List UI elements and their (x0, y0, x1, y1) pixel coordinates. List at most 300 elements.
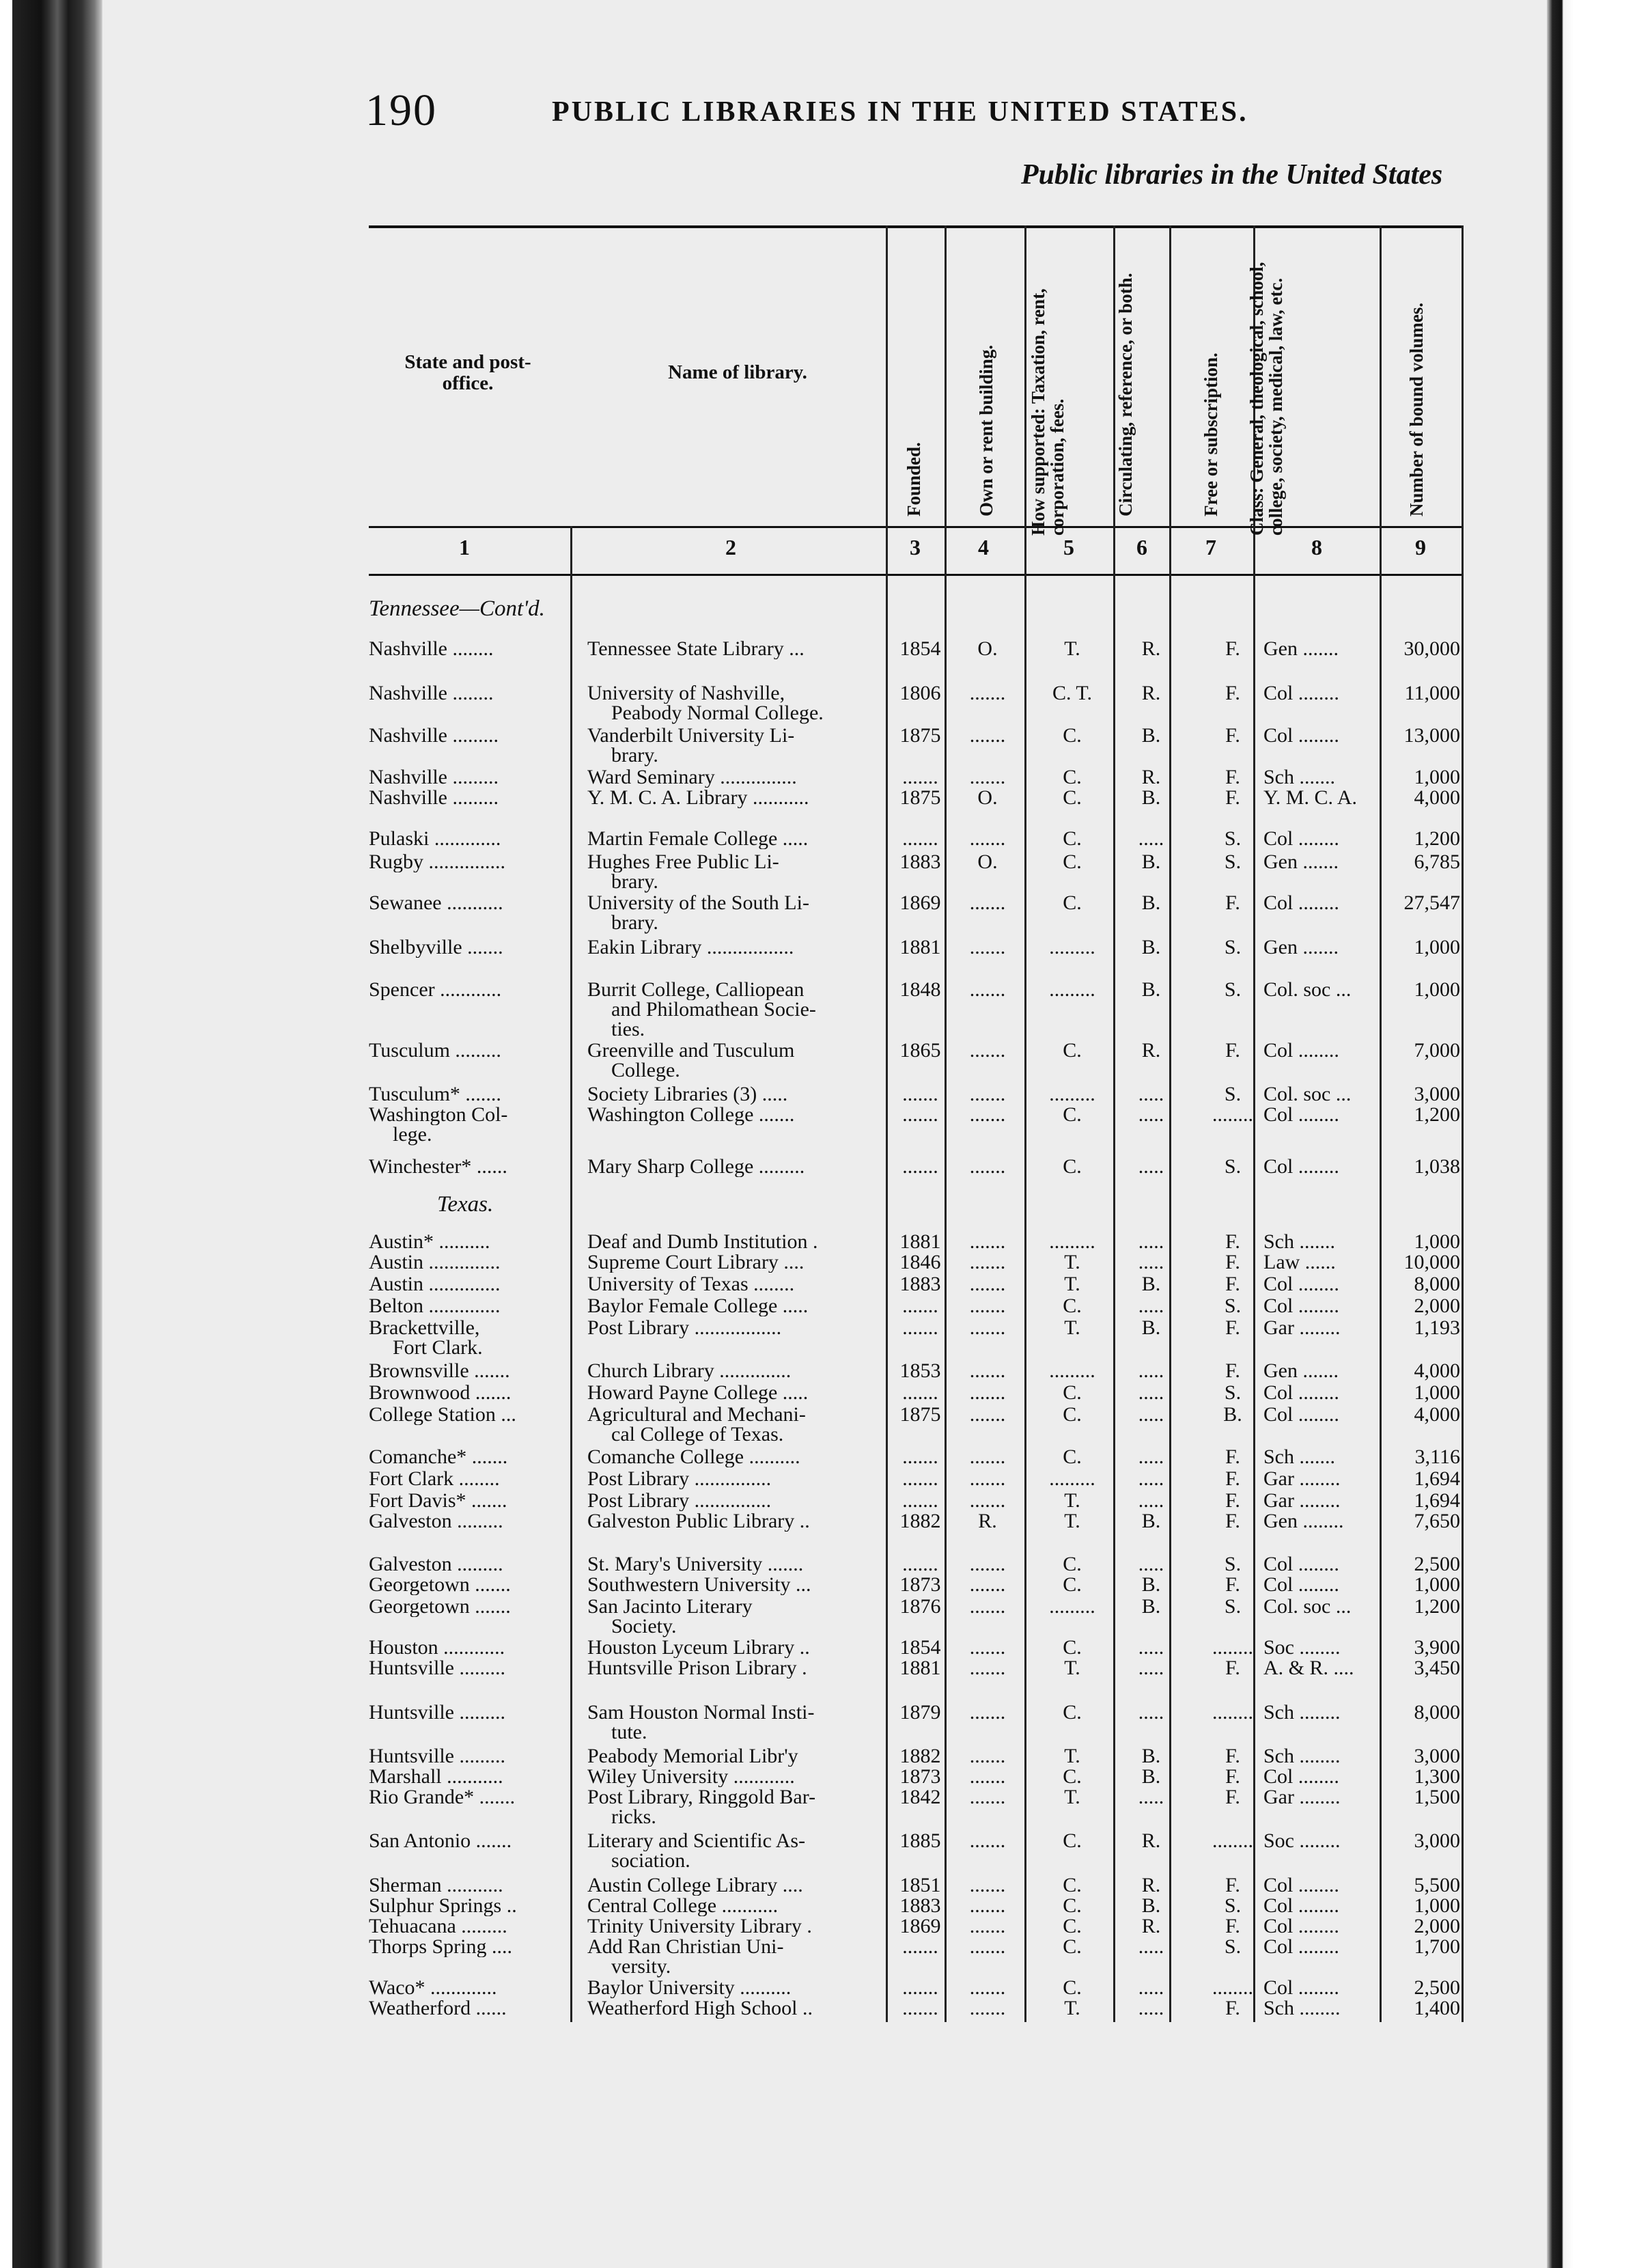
table-row (0, 1361, 1547, 1381)
row-office: San Antonio ....... (369, 1831, 512, 1851)
row-own-rent: ....... (969, 1295, 1006, 1317)
row-own-rent: ....... (969, 1874, 1006, 1896)
row-library-name-continued: and Philomathean Socie- (611, 998, 816, 1021)
row-own-rent: ....... (969, 1997, 1006, 2019)
column-heading-name: Name of library. (668, 361, 807, 383)
row-support: ......... (1049, 1230, 1095, 1253)
row-class: Gen ....... (1263, 637, 1339, 660)
row-office: Nashville ......... (369, 788, 499, 808)
row-library-name: Vanderbilt University Li- (587, 725, 795, 746)
row-own-rent: ....... (969, 1657, 1006, 1679)
row-circulating: B. (1141, 1745, 1161, 1767)
row-class: Sch ........ (1263, 1701, 1341, 1724)
row-office: Pulaski ............. (369, 829, 501, 849)
row-free-subscription: ........ (1212, 1829, 1253, 1852)
row-founded: ....... (902, 1381, 938, 1404)
row-circulating: B. (1141, 786, 1161, 809)
column-heading-support: How supported: Taxation, rent, corporation, fees. (1028, 288, 1067, 536)
row-support: T. (1064, 1316, 1080, 1339)
table-row (0, 1554, 1547, 1575)
row-free-subscription: S. (1224, 978, 1242, 1001)
column-number: 3 (910, 535, 921, 559)
row-own-rent: O. (977, 786, 998, 809)
page-number: 190 (365, 85, 437, 135)
row-own-rent: ....... (969, 1829, 1006, 1852)
row-own-rent: ....... (969, 1316, 1006, 1339)
row-class: Col. soc ... (1263, 1595, 1352, 1618)
row-own-rent: ....... (969, 1894, 1006, 1917)
row-class: Sch ....... (1263, 766, 1335, 788)
table-row (0, 980, 1547, 1000)
row-class: A. & R. .... (1263, 1657, 1354, 1679)
row-founded: 1875 (899, 786, 941, 809)
row-own-rent: ....... (969, 1403, 1006, 1426)
row-library-name: Tennessee State Library ... (587, 639, 805, 659)
row-circulating: R. (1141, 1915, 1161, 1937)
column-number: 2 (725, 535, 736, 559)
row-volumes: 1,000 (1414, 1894, 1460, 1917)
row-circulating: ..... (1138, 1935, 1164, 1958)
row-library-name: Post Library, Ringgold Bar- (587, 1787, 816, 1808)
row-circulating: R. (1141, 1874, 1161, 1896)
column-heading-free: Free or subscription. (1201, 352, 1221, 516)
row-own-rent: ....... (969, 1701, 1006, 1724)
running-title: PUBLIC LIBRARIES IN THE UNITED STATES. (552, 96, 1248, 128)
row-library-name: Eakin Library ................. (587, 937, 794, 958)
row-volumes: 4,000 (1414, 1359, 1460, 1382)
row-free-subscription: F. (1225, 1446, 1240, 1468)
table-top-rule (369, 225, 1462, 228)
row-library-name: Weatherford High School .. (587, 1998, 813, 2019)
table-row (0, 1575, 1547, 1595)
row-founded: 1882 (899, 1510, 941, 1532)
row-free-subscription: F. (1225, 1657, 1240, 1679)
row-own-rent: ....... (969, 978, 1006, 1001)
column-heading-circulating: Circulating, reference, or both. (1115, 273, 1136, 516)
row-library-name: San Jacinto Literary (587, 1596, 753, 1617)
row-volumes: 1,500 (1414, 1786, 1460, 1808)
row-founded: 1875 (899, 1403, 941, 1426)
row-founded: 1854 (899, 1636, 941, 1659)
table-row (0, 1658, 1547, 1678)
row-office: Nashville ........ (369, 683, 494, 704)
row-office: Sulphur Springs .. (369, 1896, 517, 1916)
row-library-name: Baylor University .......... (587, 1978, 792, 1998)
row-circulating: B. (1141, 1595, 1161, 1618)
row-office: Marshall ........... (369, 1767, 503, 1787)
table-row (0, 1105, 1547, 1125)
row-volumes: 1,038 (1414, 1155, 1460, 1178)
row-volumes: 3,450 (1414, 1657, 1460, 1679)
row-circulating: ..... (1138, 1786, 1164, 1808)
row-library-name-continued: College. (611, 1059, 680, 1081)
row-library-name: Austin College Library .... (587, 1875, 803, 1896)
row-support: C. (1063, 1381, 1082, 1404)
row-library-name: Ward Seminary ............... (587, 767, 797, 788)
row-founded: ....... (902, 1935, 938, 1958)
row-circulating: ..... (1138, 1446, 1164, 1468)
row-free-subscription: F. (1225, 1765, 1240, 1788)
row-class: Col ........ (1263, 1976, 1339, 1999)
row-own-rent: ....... (969, 1595, 1006, 1618)
row-library-name: University of the South Li- (587, 893, 809, 913)
header-bottom-rule (369, 526, 1462, 528)
table-row (0, 1232, 1547, 1252)
row-own-rent: ....... (969, 1915, 1006, 1937)
row-library-name: Deaf and Dumb Institution . (587, 1232, 818, 1252)
row-library-name-continued: cal College of Texas. (611, 1423, 784, 1446)
row-library-name: Sam Houston Normal Insti- (587, 1702, 815, 1723)
row-volumes: 1,700 (1414, 1935, 1460, 1958)
row-class: Soc ........ (1263, 1829, 1341, 1852)
row-circulating: ..... (1138, 1403, 1164, 1426)
row-founded: ....... (902, 1446, 938, 1468)
row-support: C. (1063, 1295, 1082, 1317)
row-founded: 1885 (899, 1829, 941, 1852)
row-circulating: R. (1141, 1039, 1161, 1062)
row-office: Waco* ............. (369, 1978, 497, 1998)
row-volumes: 1,694 (1414, 1489, 1460, 1512)
row-own-rent: ....... (969, 1273, 1006, 1295)
row-free-subscription: S. (1224, 1553, 1242, 1575)
row-volumes: 1,400 (1414, 1997, 1460, 2019)
row-founded: ....... (902, 1467, 938, 1490)
table-row (0, 937, 1547, 958)
row-support: T. (1064, 1997, 1080, 2019)
table-row (0, 1746, 1547, 1767)
table-row (0, 1511, 1547, 1532)
row-office-continued: lege. (393, 1123, 432, 1146)
row-library-name-continued: Society. (611, 1615, 677, 1637)
row-class: Col ........ (1263, 1553, 1339, 1575)
row-class: Sch ........ (1263, 1745, 1341, 1767)
row-office-continued: Fort Clark. (393, 1336, 483, 1359)
row-support: T. (1064, 1786, 1080, 1808)
column-heading-own-rent: Own or rent building. (976, 344, 996, 516)
row-office: Shelbyville ....... (369, 937, 503, 958)
row-circulating: R. (1141, 766, 1161, 788)
row-own-rent: ....... (969, 1935, 1006, 1958)
row-circulating: B. (1141, 1316, 1161, 1339)
row-founded: 1846 (899, 1251, 941, 1273)
row-library-name: Church Library .............. (587, 1361, 792, 1381)
row-free-subscription: F. (1225, 1039, 1240, 1062)
row-circulating: ..... (1138, 1636, 1164, 1659)
row-library-name-continued: ricks. (611, 1806, 656, 1828)
row-library-name: Post Library ............... (587, 1469, 772, 1489)
row-class: Col ........ (1263, 1295, 1339, 1317)
row-founded: ....... (902, 1997, 938, 2019)
row-own-rent: ....... (969, 1573, 1006, 1596)
row-own-rent: ....... (969, 1786, 1006, 1808)
row-volumes: 30,000 (1403, 637, 1460, 660)
table-row (0, 1447, 1547, 1467)
row-class: Gar ........ (1263, 1489, 1341, 1512)
table-row (0, 852, 1547, 872)
row-support: C. (1063, 1553, 1082, 1575)
row-volumes: 3,116 (1414, 1446, 1460, 1468)
row-class: Sch ....... (1263, 1230, 1335, 1253)
row-office: Nashville ......... (369, 767, 499, 788)
row-support: C. (1063, 1829, 1082, 1852)
row-free-subscription: ........ (1212, 1103, 1253, 1126)
row-library-name: Comanche College .......... (587, 1447, 800, 1467)
row-support: ......... (1049, 936, 1095, 958)
row-free-subscription: S. (1224, 1295, 1242, 1317)
table-row (0, 1702, 1547, 1723)
row-class: Col ........ (1263, 1155, 1339, 1178)
row-volumes: 1,000 (1414, 936, 1460, 958)
row-office: Sewanee ........... (369, 893, 503, 913)
row-office: Nashville ........ (369, 639, 494, 659)
row-support: C. (1063, 1874, 1082, 1896)
row-own-rent: ....... (969, 1230, 1006, 1253)
number-row-rule (369, 574, 1462, 576)
row-office: Rugby ............... (369, 852, 506, 872)
row-support: T. (1064, 1657, 1080, 1679)
row-support: C. (1063, 1403, 1082, 1426)
row-free-subscription: F. (1225, 724, 1240, 747)
column-number: 6 (1136, 535, 1147, 559)
row-volumes: 6,785 (1414, 850, 1460, 873)
row-founded: ....... (902, 1083, 938, 1105)
row-circulating: B. (1141, 1573, 1161, 1596)
row-class: Gar ........ (1263, 1786, 1341, 1808)
row-circulating: R. (1141, 637, 1161, 660)
table-row (0, 1978, 1547, 1998)
row-circulating: B. (1141, 850, 1161, 873)
row-founded: 1854 (899, 637, 941, 660)
row-founded: 1869 (899, 1915, 941, 1937)
row-library-name-continued: versity. (611, 1955, 671, 1978)
row-class: Col ........ (1263, 1765, 1339, 1788)
row-free-subscription: S. (1224, 850, 1242, 873)
row-circulating: ..... (1138, 1103, 1164, 1126)
row-own-rent: ....... (969, 1467, 1006, 1490)
row-circulating: ..... (1138, 1155, 1164, 1178)
row-library-name-continued: ties. (611, 1018, 645, 1040)
row-free-subscription: F. (1225, 1467, 1240, 1490)
row-volumes: 11,000 (1404, 682, 1460, 704)
row-class: Col ........ (1263, 1273, 1339, 1295)
row-office: Austin .............. (369, 1252, 501, 1273)
row-support: C. (1063, 766, 1082, 788)
row-circulating: B. (1141, 936, 1161, 958)
row-own-rent: ....... (969, 766, 1006, 788)
table-row (0, 1318, 1547, 1338)
row-library-name: Martin Female College ..... (587, 829, 809, 849)
row-library-name: Wiley University ............ (587, 1767, 795, 1787)
row-volumes: 2,000 (1414, 1295, 1460, 1317)
row-founded: 1883 (899, 850, 941, 873)
row-library-name: Agricultural and Mechani- (587, 1405, 806, 1425)
row-free-subscription: S. (1224, 1894, 1242, 1917)
row-volumes: 1,193 (1414, 1316, 1460, 1339)
row-library-name-continued: brary. (611, 870, 658, 893)
row-class: Law ...... (1263, 1251, 1336, 1273)
table-row (0, 1998, 1547, 2019)
row-library-name: Baylor Female College ..... (587, 1296, 809, 1316)
row-class: Soc ........ (1263, 1636, 1341, 1659)
row-class: Sch ....... (1263, 1446, 1335, 1468)
row-library-name-continued: Peabody Normal College. (611, 702, 824, 724)
row-support: T. (1064, 1251, 1080, 1273)
row-library-name: University of Texas ........ (587, 1274, 795, 1295)
row-circulating: B. (1141, 891, 1161, 914)
row-founded: ....... (902, 1155, 938, 1178)
row-library-name: Southwestern University ... (587, 1575, 811, 1595)
row-free-subscription: ........ (1212, 1976, 1253, 1999)
row-library-name: Galveston Public Library .. (587, 1511, 810, 1532)
row-founded: 1883 (899, 1273, 941, 1295)
row-free-subscription: F. (1225, 1510, 1240, 1532)
row-office: Brownsville ....... (369, 1361, 510, 1381)
row-volumes: 8,000 (1414, 1273, 1460, 1295)
row-founded: 1842 (899, 1786, 941, 1808)
table-row (0, 1469, 1547, 1489)
row-free-subscription: ........ (1212, 1701, 1253, 1724)
row-support: C. (1063, 850, 1082, 873)
table-row (0, 1831, 1547, 1851)
row-office: Georgetown ....... (369, 1596, 511, 1617)
row-own-rent: ....... (969, 682, 1006, 704)
row-office: Spencer ............ (369, 980, 502, 1000)
table-row (0, 829, 1547, 849)
row-support: C. (1063, 827, 1082, 850)
row-free-subscription: F. (1225, 1359, 1240, 1382)
row-library-name: Supreme Court Library .... (587, 1252, 805, 1273)
row-founded: 1865 (899, 1039, 941, 1062)
row-library-name: Huntsville Prison Library . (587, 1658, 807, 1678)
row-circulating: ..... (1138, 1467, 1164, 1490)
row-volumes: 1,000 (1414, 1573, 1460, 1596)
row-circulating: ..... (1138, 1359, 1164, 1382)
row-office: Tusculum* ....... (369, 1084, 501, 1105)
column-number: 9 (1415, 535, 1426, 559)
row-volumes: 1,000 (1414, 766, 1460, 788)
facing-page-edge (1547, 0, 1650, 2268)
row-own-rent: ....... (969, 1553, 1006, 1575)
row-office: Rio Grande* ....... (369, 1787, 516, 1808)
row-support: C. (1063, 786, 1082, 809)
table-title: Public libraries in the United States (1021, 159, 1443, 191)
row-founded: 1851 (899, 1874, 941, 1896)
row-founded: 1881 (899, 936, 941, 958)
row-founded: ....... (902, 1295, 938, 1317)
row-own-rent: ....... (969, 936, 1006, 958)
row-free-subscription: B. (1223, 1403, 1242, 1426)
row-founded: 1879 (899, 1701, 941, 1724)
row-circulating: ..... (1138, 827, 1164, 850)
row-class: Col ........ (1263, 1894, 1339, 1917)
row-class: Gen ....... (1263, 850, 1339, 873)
row-volumes: 3,000 (1414, 1745, 1460, 1767)
row-office: Belton .............. (369, 1296, 501, 1316)
row-library-name: Central College ........... (587, 1896, 779, 1916)
row-support: C. (1063, 1573, 1082, 1596)
row-class: Col ........ (1263, 1874, 1339, 1896)
row-own-rent: R. (978, 1510, 997, 1532)
row-office: Tehuacana ......... (369, 1916, 507, 1937)
row-office: Austin* .......... (369, 1232, 490, 1252)
row-founded: 1881 (899, 1657, 941, 1679)
table-row (0, 683, 1547, 704)
row-office: Washington Col- (369, 1105, 508, 1125)
row-free-subscription: S. (1224, 1083, 1242, 1105)
table-row (0, 639, 1547, 659)
row-support: C. (1063, 1155, 1082, 1178)
row-founded: 1882 (899, 1745, 941, 1767)
row-office: Weatherford ...... (369, 1998, 507, 2019)
table-row (0, 1596, 1547, 1617)
row-own-rent: ....... (969, 1489, 1006, 1512)
row-volumes: 1,000 (1414, 1381, 1460, 1404)
table-row (0, 1252, 1547, 1273)
table-row (0, 1383, 1547, 1403)
row-founded: 1873 (899, 1765, 941, 1788)
column-heading-founded: Founded. (904, 442, 924, 516)
table-row (0, 1491, 1547, 1511)
row-library-name: Peabody Memorial Libr'y (587, 1746, 798, 1767)
row-founded: ....... (902, 1489, 938, 1512)
row-volumes: 1,200 (1414, 1103, 1460, 1126)
row-own-rent: ....... (969, 1976, 1006, 1999)
row-class: Col ........ (1263, 1915, 1339, 1937)
row-office: Galveston ......... (369, 1554, 503, 1575)
row-free-subscription: F. (1225, 1874, 1240, 1896)
row-volumes: 1,200 (1414, 827, 1460, 850)
table-row (0, 1157, 1547, 1177)
row-class: Col ........ (1263, 724, 1339, 747)
table-row (0, 1637, 1547, 1658)
row-volumes: 1,694 (1414, 1467, 1460, 1490)
row-class: Col ........ (1263, 682, 1339, 704)
row-office: Georgetown ....... (369, 1575, 511, 1595)
row-office: Thorps Spring .... (369, 1937, 512, 1957)
row-class: Gen ....... (1263, 936, 1339, 958)
row-library-name: Howard Payne College ..... (587, 1383, 809, 1403)
row-library-name-continued: brary. (611, 744, 658, 766)
row-free-subscription: S. (1224, 1155, 1242, 1178)
row-free-subscription: S. (1224, 827, 1242, 850)
row-circulating: ..... (1138, 1295, 1164, 1317)
row-support: ......... (1049, 1595, 1095, 1618)
row-circulating: R. (1141, 682, 1161, 704)
row-founded: 1883 (899, 1894, 941, 1917)
row-own-rent: ....... (969, 1745, 1006, 1767)
row-volumes: 1,000 (1414, 978, 1460, 1001)
row-volumes: 1,300 (1414, 1765, 1460, 1788)
row-volumes: 3,900 (1414, 1636, 1460, 1659)
row-support: C. (1063, 1701, 1082, 1724)
table-row (0, 1896, 1547, 1916)
row-library-name: Add Ran Christian Uni- (587, 1937, 784, 1957)
row-class: Col ........ (1263, 1573, 1339, 1596)
row-volumes: 4,000 (1414, 1403, 1460, 1426)
row-circulating: B. (1141, 1765, 1161, 1788)
column-number: 8 (1311, 535, 1322, 559)
row-free-subscription: F. (1225, 1489, 1240, 1512)
row-founded: 1869 (899, 891, 941, 914)
row-class: Gen ....... (1263, 1359, 1339, 1382)
row-free-subscription: S. (1224, 1595, 1242, 1618)
row-support: C. (1063, 891, 1082, 914)
row-support: C. (1063, 1894, 1082, 1917)
table-row (0, 893, 1547, 913)
table-row (0, 1875, 1547, 1896)
row-class: Gar ........ (1263, 1467, 1341, 1490)
row-own-rent: ....... (969, 1446, 1006, 1468)
